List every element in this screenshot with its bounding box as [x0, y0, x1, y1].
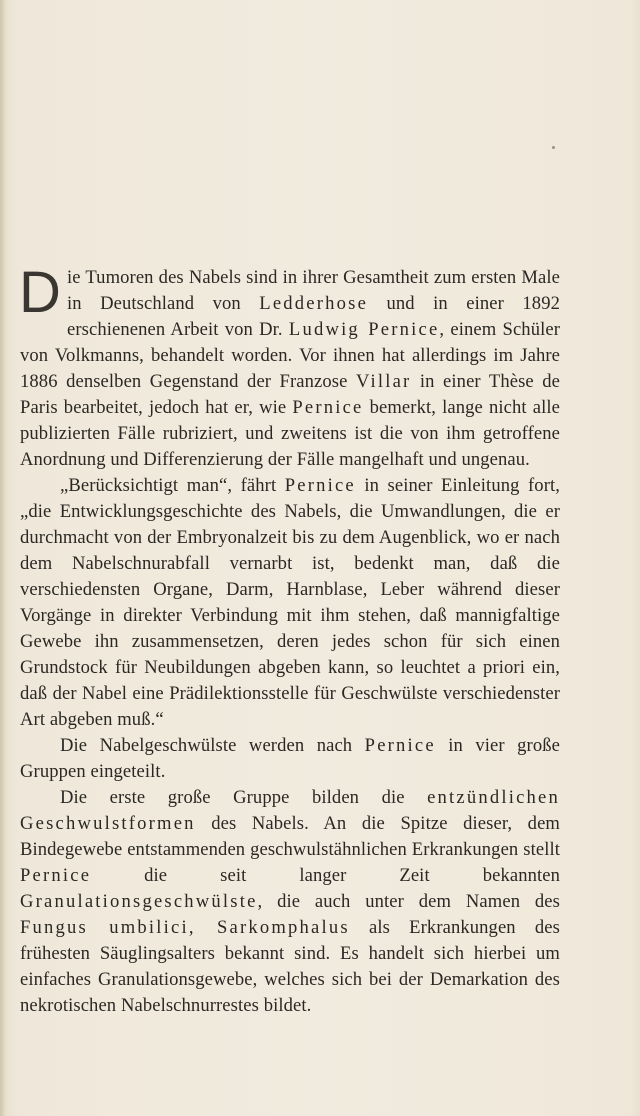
- drop-cap: D: [19, 260, 61, 325]
- text-run: , einem Schüler von Volkmanns, behandelt worden. Vor ihnen hat allerdings im Jahre 1886 denselben Gegenstand der Franzose: [20, 319, 561, 392]
- text-run: , die auch unter dem Namen des: [257, 891, 560, 912]
- text-run: in einer Thèse de Paris bearbeitet, jedoch hat er, wie: [20, 371, 560, 418]
- paragraph-3: [20, 733, 560, 785]
- spaced-name: Pernice: [20, 865, 92, 886]
- paragraph-1: [19, 260, 561, 473]
- text-run: in seiner Einleitung fort, „die Entwicklungsgeschichte des Nabels, die Umwandlungen, die er durchmacht von der Embryonalzeit bis zu dem Augenblick, wo er nach dem Nabelschnurabfall vernarbt ist, bedenkt man, daß die verschiedensten Organe, Darm, Harnblase, Leber während dieser Vorgänge in direkter Verbindung mit ihm stehen, daß mannigfaltige Gewebe ihn zusammensetzen, deren jedes schon für sich einen Grundstock für Neubildungen abgeben kann, so leuchtet a priori ein, daß der Nabel eine Prädilektionsstelle für Geschwülste verschiedenster Art abgeben muß.“: [20, 475, 561, 730]
- text-run: und in einer 1892 erschienenen Arbeit von Dr.: [67, 293, 560, 340]
- text-run: „Berücksichtigt man“, fährt: [60, 475, 285, 496]
- spaced-name: Villar: [355, 371, 412, 392]
- paper-speck: [552, 146, 555, 149]
- spaced-term: entzündlichen Geschwulstformen: [20, 787, 560, 834]
- text-run: Die Nabelgeschwülste werden nach: [60, 735, 365, 756]
- text-run: des Nabels. An die Spitze dieser, dem Bindegewebe entstammenden geschwulstähnlichen Erkrankungen stellt: [20, 813, 560, 860]
- paragraph-4: [20, 785, 560, 1019]
- spaced-term: Fungus umbilici, Sarkomphalus: [20, 917, 350, 938]
- binding-shadow: [0, 0, 6, 1116]
- body-text: [19, 260, 561, 1019]
- text-run: in vier große Gruppen eingeteilt.: [20, 735, 560, 782]
- spaced-name: Ledderhose: [259, 293, 369, 314]
- spaced-name: Ludwig Pernice: [288, 319, 440, 340]
- paragraph-2: [20, 473, 560, 733]
- spaced-term: Granulationsgeschwülste: [20, 891, 258, 912]
- spaced-name: Pernice: [284, 475, 356, 496]
- text-run: bemerkt, lange nicht alle publizierten Fälle rubriziert, und zweitens ist die von ihm getroffene Anordnung und Differenzierung der Fälle mangelhaft und ungenau.: [20, 397, 560, 470]
- spaced-name: Pernice: [364, 735, 436, 756]
- spaced-name: Pernice: [292, 397, 364, 418]
- text-run: die seit langer Zeit bekannten: [91, 865, 560, 886]
- text-run: als Erkrankungen des frühesten Säuglingsalters bekannt sind. Es handelt sich hierbei um einfaches Granulationsgewebe, welches sich bei der Demarkation des nekrotischen Nabelschnurrestes bildet.: [20, 917, 560, 1016]
- text-run: ie Tumoren des Nabels sind in ihrer Gesamtheit zum ersten Male in Deutschland von: [67, 267, 560, 314]
- text-run: Die erste große Gruppe bilden die: [60, 787, 428, 808]
